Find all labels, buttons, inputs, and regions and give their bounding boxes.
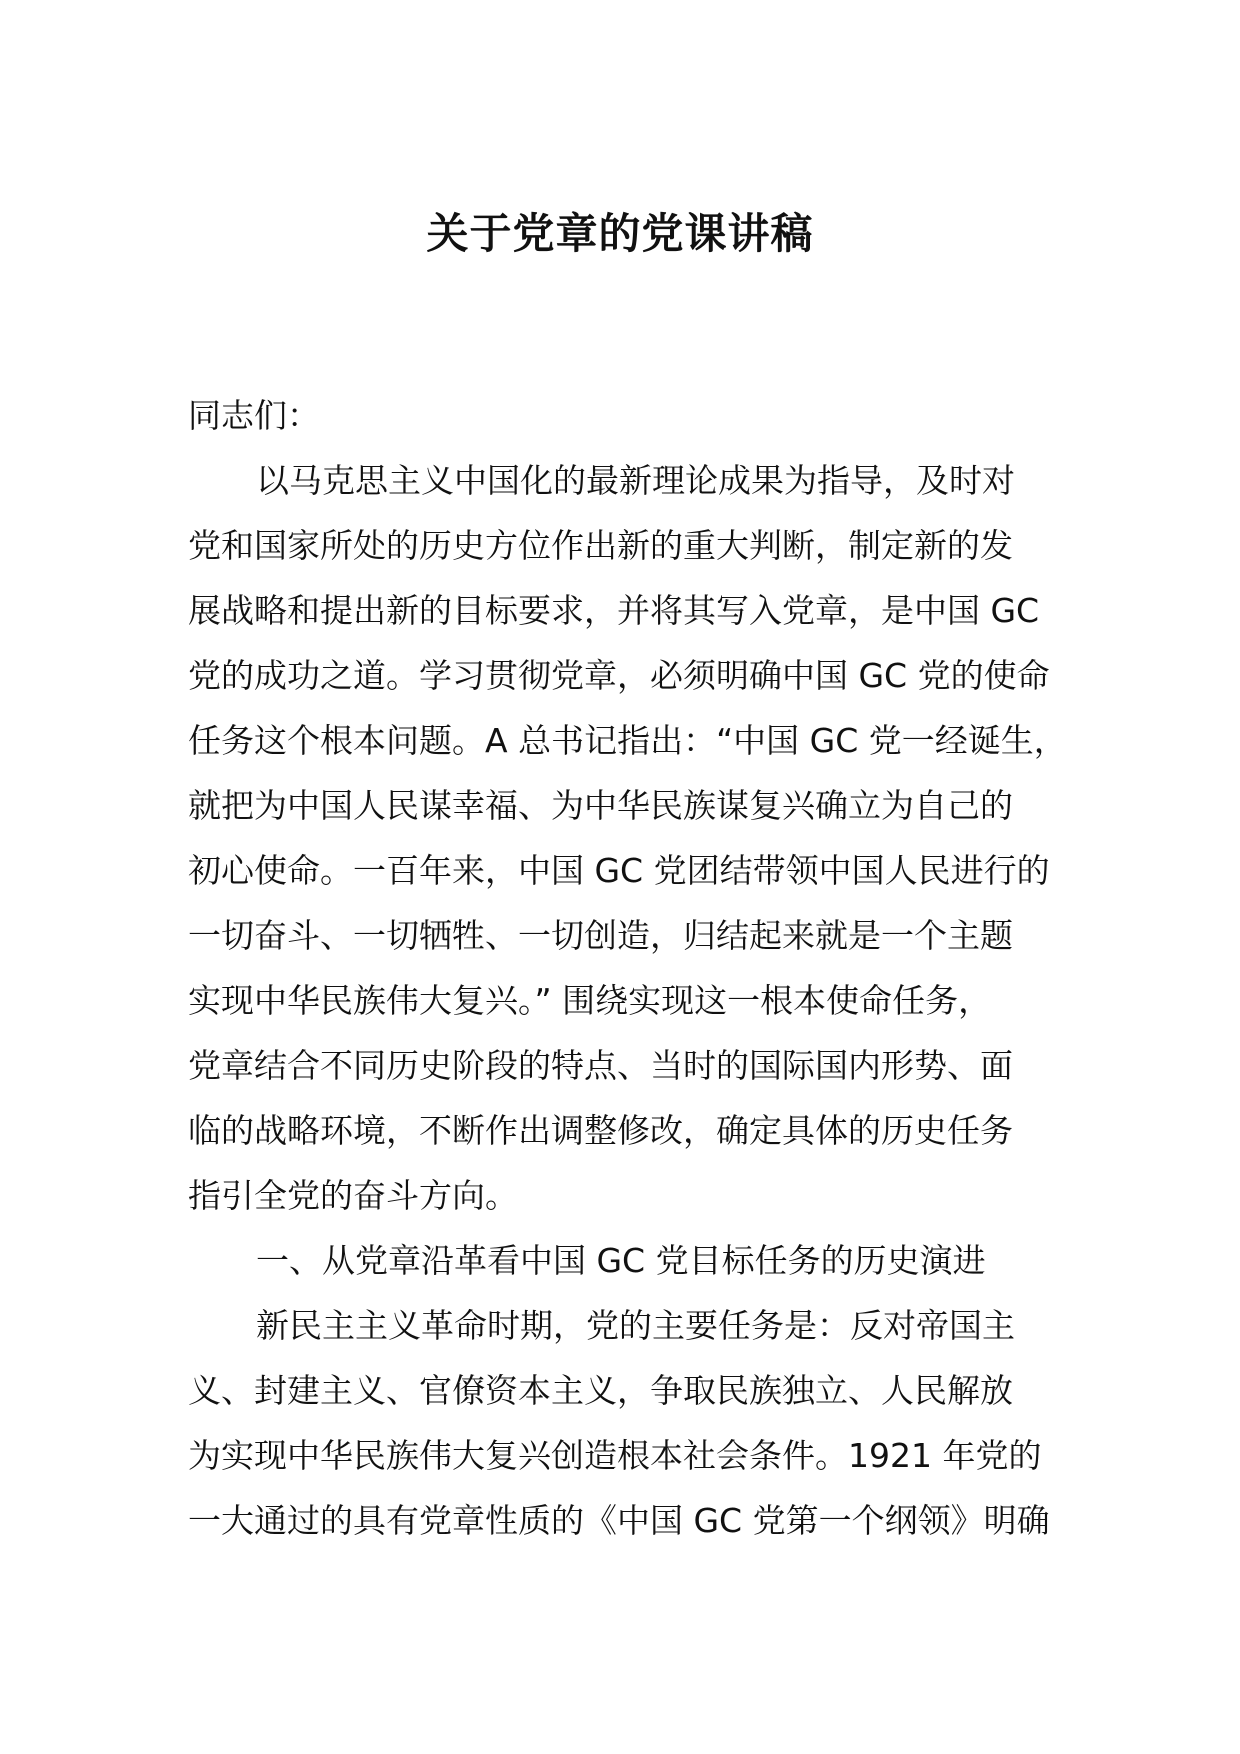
paragraph-line: 党章结合不同历史阶段的特点、当时的国际国内形势、面	[188, 1046, 1013, 1085]
paragraph-line: 为实现中华民族伟大复兴创造根本社会条件。1921 年党的	[188, 1436, 1042, 1475]
salutation: 同志们：	[188, 396, 320, 435]
document-title: 关于党章的党课讲稿	[426, 209, 814, 258]
paragraph-line: 初心使命。一百年来，中国 GC 党团结带领中国人民进行的	[188, 851, 1050, 890]
paragraph-line: 临的战略环境，不断作出调整修改，确定具体的历史任务	[188, 1111, 1013, 1150]
paragraph-line: 义、封建主义、官僚资本主义，争取民族独立、人民解放	[188, 1371, 1013, 1410]
paragraph-line: 党的成功之道。学习贯彻党章，必须明确中国 GC 党的使命	[188, 656, 1050, 695]
paragraph-line: 展战略和提出新的目标要求，并将其写入党章，是中国 GC	[188, 591, 1040, 630]
paragraph-line: 党和国家所处的历史方位作出新的重大判断，制定新的发	[188, 526, 1013, 565]
paragraph-line: 一切奋斗、一切牺牲、一切创造，归结起来就是一个主题	[188, 916, 1013, 955]
paragraph-line: 指引全党的奋斗方向。	[188, 1176, 518, 1215]
paragraph-line: 一大通过的具有党章性质的《中国 GC 党第一个纲领》明确	[188, 1501, 1050, 1540]
section-heading: 一、从党章沿革看中国 GC 党目标任务的历史演进	[256, 1241, 986, 1280]
document-body	[188, 383, 1088, 1553]
paragraph-line: 实现中华民族伟大复兴。” 围绕实现这一根本使命任务，	[188, 981, 992, 1020]
paragraph-line: 就把为中国人民谋幸福、为中华民族谋复兴确立为自己的	[188, 786, 1013, 825]
paragraph-line: 任务这个根本问题。A 总书记指出：“中国 GC 党一经诞生，	[188, 721, 1067, 760]
paragraph-line: 以马克思主义中国化的最新理论成果为指导，及时对	[256, 461, 1015, 500]
paragraph-line: 新民主主义革命时期，党的主要任务是：反对帝国主	[256, 1306, 1015, 1345]
